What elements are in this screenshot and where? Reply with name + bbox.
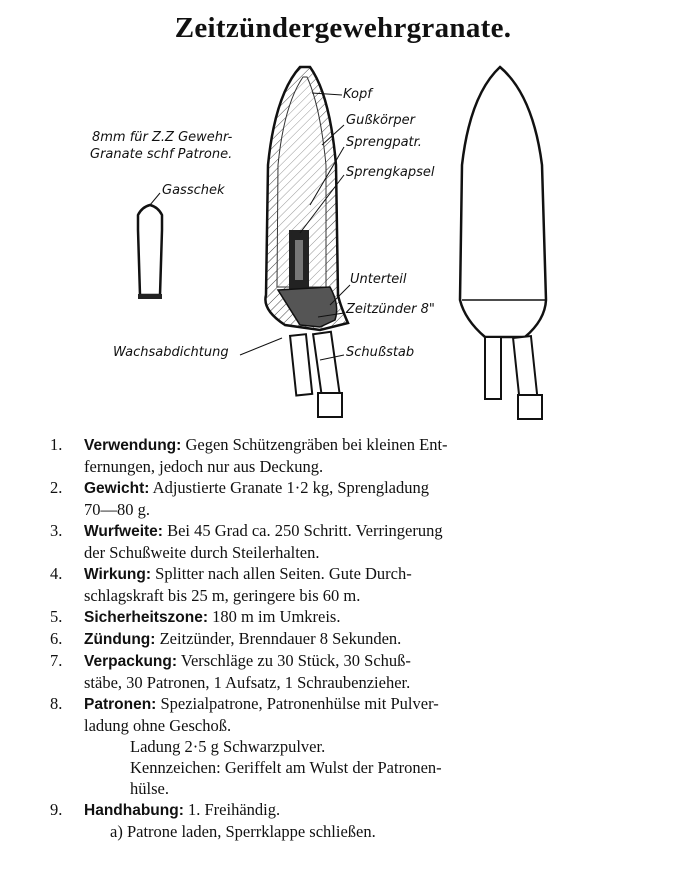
- list-item: [50, 799, 650, 842]
- item-text: Zeitzünder, Brenndauer 8 Sekunden.: [159, 629, 402, 648]
- item-sub-text: Kennzeichen: Geriffelt am Wulst der Patronen-: [130, 758, 442, 777]
- item-text: Gegen Schützengräben bei kleinen Ent-: [185, 435, 448, 454]
- label-gusskoerper: Gußkörper: [346, 113, 415, 128]
- label-unterteil: Unterteil: [350, 272, 407, 287]
- item-key: Handhabung:: [84, 802, 184, 819]
- label-schussstab: Schußstab: [346, 345, 415, 360]
- grenade-diagram: [0, 55, 686, 430]
- item-key: Zündung:: [84, 631, 156, 648]
- item-text: Splitter nach allen Seiten. Gute Durch-: [155, 564, 412, 583]
- cartridge-caption-line2: Granate schf Patrone.: [90, 147, 233, 162]
- list-item: [50, 520, 650, 563]
- label-gasschek: Gasschek: [162, 183, 225, 198]
- label-sprengkapsel: Sprengkapsel: [346, 165, 435, 180]
- item-number: 6.: [50, 629, 63, 648]
- item-sub-block: [84, 736, 650, 799]
- item-key: Verpackung:: [84, 653, 178, 670]
- item-number: 3.: [50, 521, 63, 540]
- item-number: 5.: [50, 607, 63, 626]
- item-text: 180 m im Umkreis.: [212, 607, 341, 626]
- item-text: der Schußweite durch Steilerhalten.: [84, 543, 320, 562]
- list-item: [50, 606, 650, 628]
- list-item: [50, 693, 650, 799]
- cartridge-caption-line1: 8mm für Z.Z Gewehr-: [92, 130, 233, 145]
- item-number: 4.: [50, 564, 63, 583]
- cartridge-drawing: [138, 205, 162, 299]
- item-number: 2.: [50, 478, 63, 497]
- list-item: [50, 628, 650, 650]
- spec-list: [50, 434, 650, 842]
- item-key: Sicherheitszone:: [84, 609, 209, 626]
- item-key: Wirkung:: [84, 566, 152, 583]
- item-text: 1. Freihändig.: [188, 800, 281, 819]
- item-text: Spezialpatrone, Patronenhülse mit Pulver-: [160, 694, 439, 713]
- page-title: Zeitzündergewehrgranate.: [174, 12, 512, 44]
- item-number: 1.: [50, 435, 63, 454]
- item-text: stäbe, 30 Patronen, 1 Aufsatz, 1 Schraubenzieher.: [84, 673, 411, 692]
- label-sprengpatrone: Sprengpatr.: [346, 135, 422, 150]
- item-number: 7.: [50, 651, 63, 670]
- item-text: 70—80 g.: [84, 500, 150, 519]
- list-item: [50, 563, 650, 606]
- item-text: Adjustierte Granate 1·2 kg, Sprengladung: [152, 478, 429, 497]
- item-text: Bei 45 Grad ca. 250 Schritt. Verringerung: [167, 521, 443, 540]
- label-wachsabdichtung: Wachsabdichtung: [113, 345, 229, 360]
- list-item: [50, 434, 650, 477]
- label-kopf: Kopf: [343, 87, 372, 102]
- item-key: Gewicht:: [84, 480, 150, 497]
- grenade-exterior: [460, 67, 546, 419]
- item-key: Wurfweite:: [84, 523, 163, 540]
- grenade-section: [265, 67, 348, 417]
- item-text: ladung ohne Geschoß.: [84, 716, 232, 735]
- label-zeitzuender: Zeitzünder 8": [346, 302, 435, 317]
- list-item: [50, 477, 650, 520]
- list-item: [50, 650, 650, 693]
- item-sub-text: a) Patrone laden, Sperrklappe schließen.: [110, 822, 376, 841]
- item-number: 8.: [50, 694, 63, 713]
- item-key: Verwendung:: [84, 437, 182, 454]
- item-text: Verschläge zu 30 Stück, 30 Schuß-: [180, 651, 411, 670]
- item-text: fernungen, jedoch nur aus Deckung.: [84, 457, 324, 476]
- item-sub-text: hülse.: [130, 779, 169, 798]
- item-key: Patronen:: [84, 696, 157, 713]
- item-text: schlagskraft bis 25 m, geringere bis 60 m.: [84, 586, 361, 605]
- item-sub-text: Ladung 2·5 g Schwarzpulver.: [130, 737, 326, 756]
- grenade-drawing: [0, 55, 686, 430]
- item-number: 9.: [50, 800, 63, 819]
